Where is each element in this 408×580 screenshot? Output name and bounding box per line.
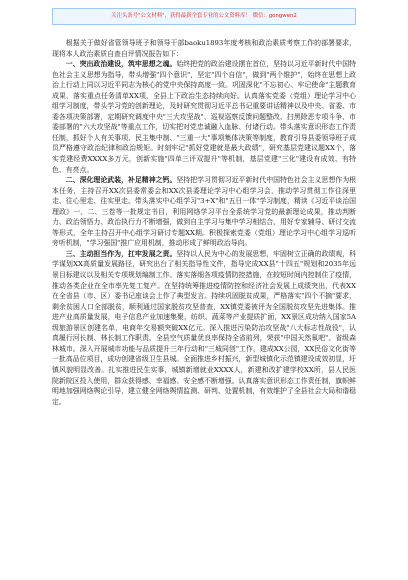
- section-2-body: 坚持把学习贯彻习近平新时代中国特色社会主义思想作为根本任务，主持召开XX次县委常委会和XX次县委理论学习中心组学习会，推动学习贯彻工作往深里走、往心里走、往实里走。带头落实中心组学习"3+X"和"五日一体"学习制度，精读《习近平谈治国理政》一、二、三卷等一批规定书目，利用网络学习平台全系统学习党的最新理论成果，推动判断力、政治领悟力、政治执行力不断增强，做到自主学习与集中学习相结合，用好专家辅导、研讨交流等形式，全年主持召开中心组学习研讨专题XX期。积极探索党委（党组）理论学习中心组学习巡听旁听机制，"学习强国"推广应用机制，推动形成了鲜明政治导向。: [52, 176, 356, 248]
- promo-banner: 关注头条号"公文材料"，获得最新全套专业的公文资料库！ 微信：gongwen2: [52, 8, 356, 25]
- section-3-heading: 三、主动担当作为，扛牢发展之责。: [65, 249, 177, 258]
- section-2-paragraph: [52, 175, 356, 249]
- document-body: [52, 38, 356, 407]
- section-3-paragraph: [52, 249, 356, 407]
- section-3-body: 坚持以人民为中心的发展思想，牢固树立正确的政绩观，科学谋划XX高质量发展路径，研究出台了相关指导性文件，指导完成XX县"十四五"规划和2035年远景目标建议以及相关专项规划编制工作。落实落细各项疫情防控措施，在较短时间内控制住了疫情，推动各类企业在全市率先复工复产。在坚持统筹推进疫情防控和经济社会发展上成绩突出，代表XX在全省县（市、区）委书记座谈会上作了典型发言。持续巩固脱贫成果，严格落实"四个不摘"要求，剩余贫困人口全部脱贫，顺利通过国家脱贫攻坚普查，XX镇党委被评为全国脱贫攻坚先进集体。推进产业高质量发展，电子信息产业加速集聚，纺织、蔬菜等产业提质扩面，XX景区成功纳入国家5A级旅游景区创建名单，电商年交易额突破XX亿元。深入推进污染防治攻坚战"八大标志性战役"，认真履行河长制、林长制工作职责，全县空气质量优良率保持全省前列，荣获"中国天然氧吧"、省级森林城市。深入开展城市功能与品质提升三年行动和"三城同创"工作，建成XX公园，XX民俗文化街等一批高品位项目，成功创建省级卫生县城。全面推进乡村振兴，新型城镇化示范镇建设成效初显，圩镇风貌明显改善。扎实推进民生实事，城镇新增就业XXXX人，新建和改扩建学校XX所，县人民医院新院区投入使用，群众获得感、幸福感、安全感不断增强。认真落实意识形态工作责任制，旗帜鲜明地加强网络舆论引导，建立健全网络舆情监测、研判、处置机制，有效维护了全县社会大局和谐稳定。: [52, 249, 356, 406]
- section-1-paragraph: [52, 59, 356, 175]
- section-2-heading: 二、深化理论武装，补足精神之钙。: [65, 176, 177, 185]
- intro-paragraph: 根据关于做好省管领导班子和领导干部baoku1893年度考核和政治素质考察工作的部署要求，现将本人政治素质自查自评情况报告如下：: [52, 39, 356, 58]
- section-1-heading: 一、突出政治建设，筑牢思想之魂。: [65, 60, 177, 69]
- section-1-body: 始终把党的政治建设摆在首位，坚持以习近平新时代中国特色社会主义思想为指导，带头增强"四个意识"，坚定"四个自信"，做到"两个维护"，始终在思想上政治上行动上同以习近平同志为核心的党中央保持高度一致。巩固深化"不忘初心、牢记使命"主题教育成果，落实重点任务清单XX项，全县上下政治生态持续向好。认真落实党委（党组）理论学习中心组学习制度，带头学习党的创新理论，及时研究贯彻习近平总书记重要讲话精神以及中央、省委、市委各项决策部署，定期研究调度中央"三大攻坚战"、巡视巡察反馈问题整改、扫黑除恶专项斗争、市委部署的"六大攻坚战"等重点工作，切实把对党忠诚融入血脉、付诸行动。带头落实意识形态工作责任制，抓好个人有关事项、民主集中制、"三重一大"事项集体决策等制度，教育引导县委领导班子成员严格遵守政治纪律和政治规矩。时刻牢记"抓好党建就是最大政绩"，研究基层党建议题XX个，落实党建经费XXXX多万元，创新实施"四单三评双提升"等机制，基层党建"三化"建设有成效、有特色、有亮点。: [52, 60, 356, 174]
